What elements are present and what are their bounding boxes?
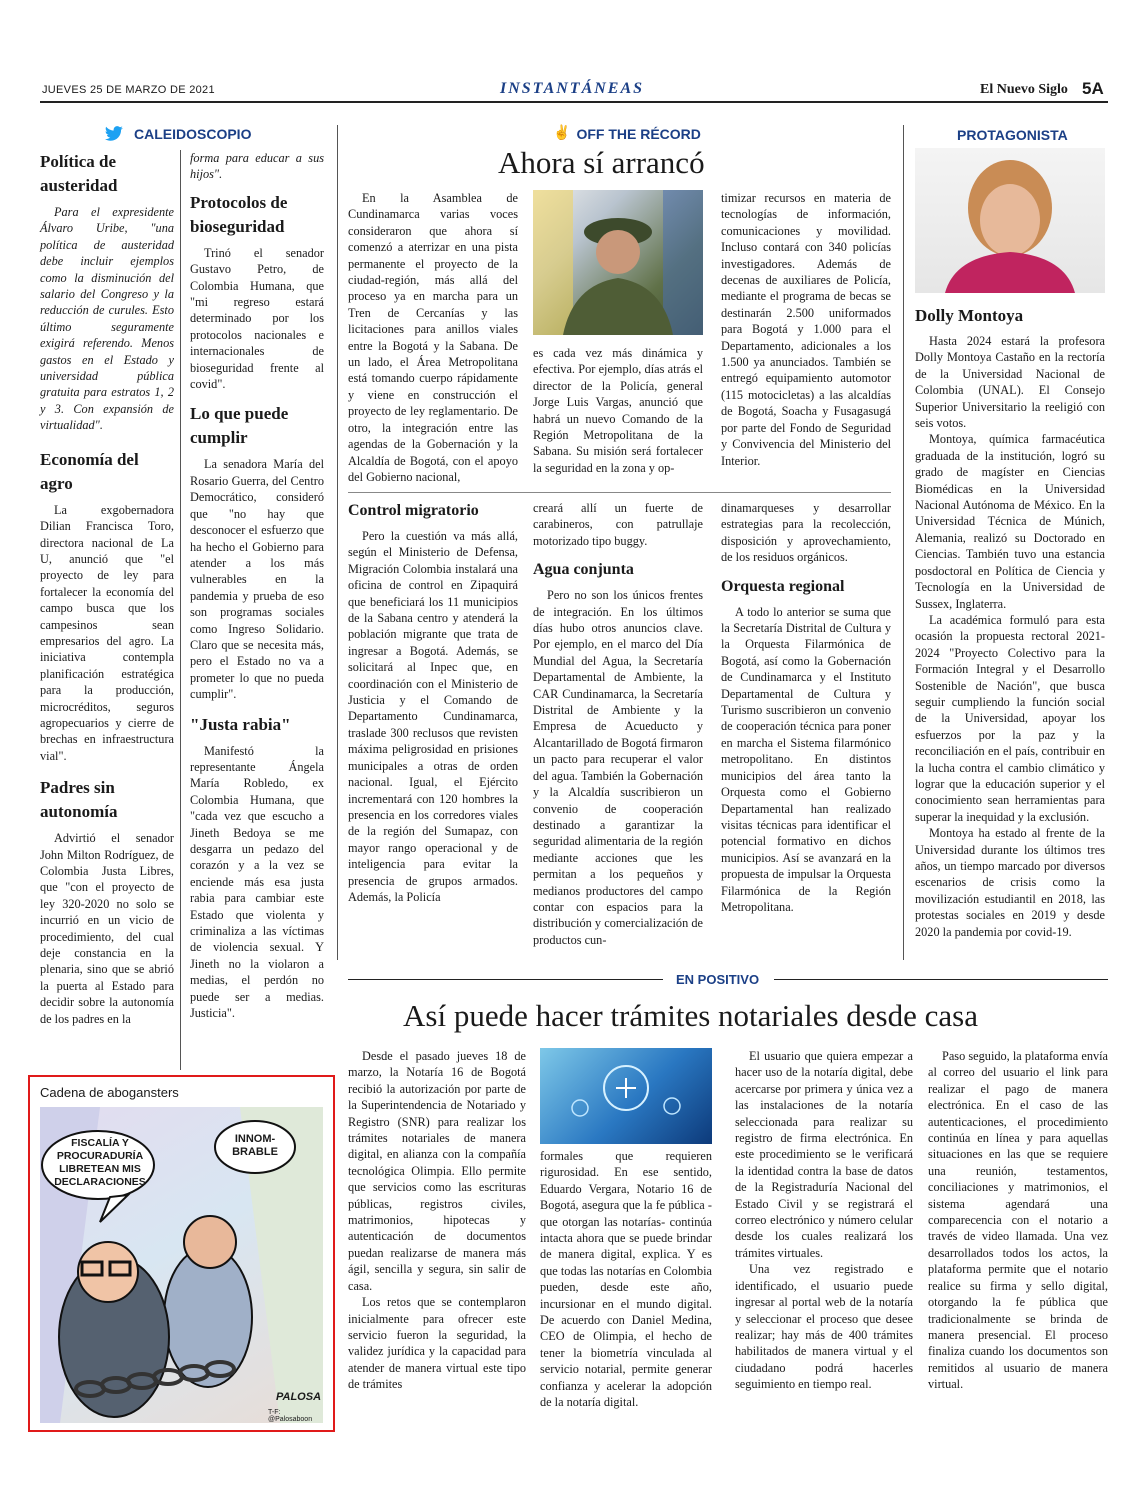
page-number: 5A [1082, 79, 1104, 98]
text-cumplir: La senadora María del Rosario Guerra, del Centro Democrático, consideró que "no hay que desconocer el esfuerzo que ha hecho el Gobierno para atender a los más vulnerables en la pandemia y prueba de eso son programas sociales como Ingreso Solidario. Claro que se necesita más, pero el Estado no va a prometer lo que no pueda cumplir". [190, 457, 324, 702]
caleidoscopio-col-1 [40, 150, 174, 1027]
cartoon-frame [28, 1075, 335, 1432]
off-record-col-1: En la Asamblea de Cundinamarca varias voces consideraron que ahora sí comenzó a aterrizar en una pista permanente el proyecto de la ciudad-región, más allá del proceso ya en marcha para un Tren de Cercanías y las licitaciones para anillos viales entre la Bogotá y la Sabana. De un lado, el Área Metropolitana está tomando cuerpo rápidamente y viene en construcción el proyecto de ley reglamentario. De otro, la integración entre las agendas de la Gobernación y la Alcaldía de Bogotá, con el apoyo del Gobierno nacional, [348, 191, 518, 484]
headline-control: Control migratorio [348, 502, 479, 519]
newspaper-name: El Nuevo Siglo [980, 82, 1068, 97]
photo-notaria-digital [540, 1048, 712, 1144]
cartoon-drawing [40, 1107, 323, 1423]
text-control: Pero la cuestión va más allá, según el Ministerio de Defensa, Migración Colombia instalará una oficina de control en Zipaquirá que beneficiará los 11 municipios de la Sabana centro y atenderá la población migrante que trata de ingresar a Bogotá. Además, se solicitará al Inpec que, en coordinación con el Ministerio de Justicia y el Comando de Departamento Cundinamarca, traslade 300 reclusos que revisten máxima peligrosidad en prisiones municipales a otras de orden nacional. Igual, el Ejército incrementará con 120 hombres la presencia en los corredores viales de la región del Sumapaz, con mayor rango operacional y de inteligencia para evitar la presencia de grupos armados. Además, la Policía [348, 529, 518, 904]
text-agua: Pero no son los únicos frentes de integración. En los últimos días hubo otros anuncios clave. Por ejemplo, en el marco del Día Mundial del Agua, la Secretaría Departamental de Ambiente, la CAR Cundinamarca, la Secretaría Distrital de Ambiente y la Empresa de Acueducto y Alcantarillado de Bogotá firmaron un pacto para recuperar el valor del agua. También la Gobernación y la Alcaldía suscribieron un convenio de cooperación destinado a garantizar la seguridad alimentaria de la región mediante acciones que les permitan a los pequeños y medianos productores del campo contar con espacios para la distribución y comercialización de productos cun- [533, 588, 703, 947]
en-positivo-col-2: formales que requieren rigurosidad. En ese sentido, Eduardo Vergara, Notario 16 de Bogotá, asegura que la fe pública -que otorgan las notarías- continúa intacta ahora que se puede brindar de manera digital, explica. Y es que todas las notarías en Colombia pueden, desde este año, incursionar en el mundo digital. De acuerdo con Daniel Medina, CEO de Olimpia, el hecho de tener la biometría vinculada al servicio notarial, permite generar confianza y acelerar la adopción de la notaría digital. [540, 1149, 712, 1410]
photo-dolly-montoya [915, 148, 1105, 293]
header-rule [40, 101, 1108, 103]
divider [348, 979, 663, 980]
off-record-col-3: timizar recursos en materia de tecnologías de información, comunicaciones y movilidad. Incluso contará con 340 policías investigadores. Además de decenas de auxiliares de Policía, mediante el programa de becas se destinarán 2.500 uniformados para Bogotá y 1.000 para el Departamento, adicionales a los 1.500 ya anunciados. También se entregó equipamiento automotor (115 motocicletas) a las alcaldías de Bogotá, Soacha y Fusagasugá por parte del Fondo de Seguridad y Convivencia del Ministerio del Interior. [721, 191, 891, 468]
headline-padres: Padres sin autonomía [40, 778, 118, 822]
orquesta-block [721, 500, 891, 915]
text-padres-cont: forma para educar a sus hijos". [190, 151, 324, 182]
off-record-label: ✌ OFF THE RÉCORD [553, 125, 701, 142]
protagonista-name: Dolly Montoya [915, 306, 1024, 325]
headline-agro: Economía del agro [40, 449, 139, 493]
protagonista-label: PROTAGONISTA [957, 127, 1068, 143]
off-record-title: Ahora sí arrancó [498, 145, 705, 180]
headline-protocolos: Protocolos de bioseguridad [190, 192, 288, 236]
text-agua-cont: dinamarqueses y desarrollar estrategias para la recolección, disposición y aprovechamiento, de los residuos orgánicos. [721, 501, 891, 565]
column-divider [337, 125, 338, 960]
column-divider [180, 150, 181, 1070]
protagonista-text: Hasta 2024 estará la profesora Dolly Montoya Castaño en la rectoría de la Universidad Nacional de Colombia (UNAL). El Consejo Superior Universitario la reeligió con seis votos. Montoya, química farmacéutica graduada de la institución, logró su grado de magíster en Ciencias Biomédicas en la Universidad Nacional Autónoma de México. En la Universidad Técnica de Múnich, Alemania, realizó su Doctorado en Ciencias. También tuvo una estancia posdoctoral en Política de Ciencia y Tecnología en la Universidad de Sussex, Inglaterra. La académica formuló para esta ocasión la propuesta rectoral 2021-2024 "Proyecto Colectivo para la Formación Integral y el Desarrollo Sostenible de Nación", que busca seguir cumpliendo la función social de la Universidad, apoyar los esfuerzos por la paz y la reconciliación en el país, contribuir en la lucha contra el cambio climático y lograr que la educación superior y el conocimiento sean herramientas para superar la inequidad y la exclusión. Montoya ha estado al frente de la Universidad durante los últimos tres años, un tiempo marcado por diversos escenarios de crisis como la movilización estudiantil en 2018, las protestas sociales en 2019 y desde 2020 la pandemia por covid-19. [915, 334, 1105, 939]
headline-cumplir: Lo que puede cumplir [190, 404, 289, 448]
headline-austeridad: Política de austeridad [40, 152, 118, 195]
headline-agua: Agua conjunta [533, 561, 634, 579]
text-austeridad: Para el expresidente Álvaro Uribe, "una política de austeridad debe incluir ejemplos como la disminución del salario del Congreso y la reducción de curules. Esto último seguramente exigirá referendo. Menos gastos en el Estado y universidad pública gratuita para estratos 1, 2 y 3. Con expansión de virtualidad". [40, 205, 174, 433]
caleidoscopio-col-2 [190, 150, 324, 1021]
headline-orquesta: Orquesta regional [721, 577, 845, 595]
photo-general-vargas [533, 190, 703, 335]
text-protocolos: Trinó el senador Gustavo Petro, de Colombia Humana, que "mi regreso estará determinado por los protocolos nacionales e internacionales de bioseguridad frente al covid". [190, 245, 324, 392]
protagonista-article [915, 305, 1105, 940]
twitter-bird-icon [104, 126, 124, 142]
text-padres: Advirtió el senador John Milton Rodríguez, de Colombia Justa Libres, que "con el proyecto de ley 320-2020 no solo se incurrió en un vicio de procedimiento, del cual deje constancia en la plenaria, sino que se abrió la puerta al Estado para decidir sobre la autonomía de los padres en la [40, 831, 174, 1026]
text-control-cont: creará allí un fuerte de carabineros, con patrullaje motorizado tipo buggy. [533, 501, 703, 548]
cartoon-signature: PALOSA [276, 1391, 322, 1403]
text-justa-rabia: Manifestó la representante Ángela María Robledo, ex Colombia Humana, que "cada vez que escucho a Jineth Bedoya se me desgarra un pedazo del corazón y a la vez se enciende más esa justa rabia para cambiar este Estado que violenta y criminaliza a las víctimas de violencia sexual. Y Jineth no la violaron a medias, el perdón no puede ser a medias. Justicia". [190, 743, 324, 1021]
cartoon-speech-bubble-1: FISCALÍA Y PROCURADURÍA LIBRETEAN MIS DECLARACIONES [54, 1137, 146, 1188]
section-title: INSTANTÁNEAS [500, 80, 645, 97]
column-divider [903, 125, 904, 960]
headline-justa-rabia: "Justa rabia" [190, 714, 291, 734]
text-agro: La exgobernadora Dilian Francisca Toro, directora nacional de La U, anunció que "el proyecto de ley para fortalecer la economía del campo busca que los campesinos sean empresarios del agro. La iniciativa contempla planificación estratégica para la producción, microcréditos, seguros agropecuarios y cierre de brechas en infraestructura vial". [40, 502, 174, 763]
off-record-col-2: es cada vez más dinámica y efectiva. Por ejemplo, días atrás el director de la Policía, general Jorge Luis Vargas, anunció que habrá un nuevo Comando de la Región Metropolitana de la Sabana. Su misión será fortalecer la seguridad en la zona y op- [533, 346, 703, 475]
caleidoscopio-label: CALEIDOSCOPIO [104, 126, 324, 142]
divider [348, 492, 891, 493]
en-positivo-label: EN POSITIVO [676, 972, 760, 987]
text-orquesta: A todo lo anterior se suma que la Secretaría Distrital de Cultura y la Orquesta Filarmónica de Bogotá, así como la Gobernación de Cundinamarca y el Instituto Departamental de Cultura y Turismo suscribieron un convenio de cooperación técnica para poner en marcha el Sistema filarmónico metropolitano. En distintos municipios del área tanto la Orquesta como el Gobierno Departamental han realizado visitas técnicas para identificar el potencial formativo en dichos municipios. Así se avanzará en la propuesta de impulsar la Orquesta Filarmónica de la Región Metropolitana. [721, 604, 891, 914]
divider [774, 979, 1108, 980]
issue-date: JUEVES 25 DE MARZO DE 2021 [42, 84, 215, 96]
en-positivo-col-1: Desde el pasado jueves 18 de marzo, la Notaría 16 de Bogotá recibió la autorización por parte de la Superintendencia de Notariado y Registro (SNR) para realizar los trámites notariales de manera digital, en alianza con la compañía tecnológica Olimpia. Ello permite que servicios como las escrituras públicas, registros civiles, matrimonios, hipotecas y autenticación de documentos puedan realizarse de manera más ágil, sencilla y segura, sin salir de casa. Los retos que se contemplaron inicialmente para ofrecer este servicio fueron la seguridad, la validez jurídica y la capacidad para atender de manera virtual este tipo de trámites [348, 1049, 526, 1392]
control-migratorio-block [348, 500, 518, 905]
en-positivo-col-3: El usuario que quiera empezar a hacer uso de la notaría digital, debe acercarse por primera y única vez a las instalaciones de la notaría seleccionada para realizar su registro de firma electrónica. En este procedimiento se le verificará la identidad contra la base de datos de la Registraduría Nacional del Estado Civil y se registrará el correo electrónico y número celular desde los cuales realizará los trámites virtuales. Una vez registrado e identificado, el usuario puede ingresar al portal web de la notaría y seleccionar el proceso que desee realizar; hay más de 400 trámites habilitados de manera virtual y el ciudadano podrá hacerles seguimiento en tiempo real. [735, 1049, 913, 1392]
cartoon-credit: T-F: @Palosaboon [268, 1409, 313, 1423]
cartoon-speech-bubble-2: INNOM-BRABLE [232, 1133, 278, 1158]
en-positivo-col-4: Paso seguido, la plataforma envía al correo del usuario el link para realizar el pago de manera electrónica. En el caso de las autenticaciones, el procedimiento continúa en línea y para aquellas situaciones en las que se requiere una reunión, testamentos, conciliaciones y matrimonios, el sistema agendará una comparecencia con el notario a través de video llamada. Una vez desarrollados todos los actos, la plataforma permite que el notario realice su firma y sello digital, otorgando la fe pública que tradicionalmente se brinda de manera presencial. El proceso finaliza cuando los documentos son remitidos al usuario de manera virtual. [928, 1049, 1108, 1392]
agua-conjunta-block [533, 500, 703, 948]
cartoon-title: Cadena de abogansters [40, 1085, 179, 1100]
hand-peace-icon: ✌ [553, 126, 571, 141]
en-positivo-title: Así puede hacer trámites notariales desde casa [403, 998, 978, 1033]
